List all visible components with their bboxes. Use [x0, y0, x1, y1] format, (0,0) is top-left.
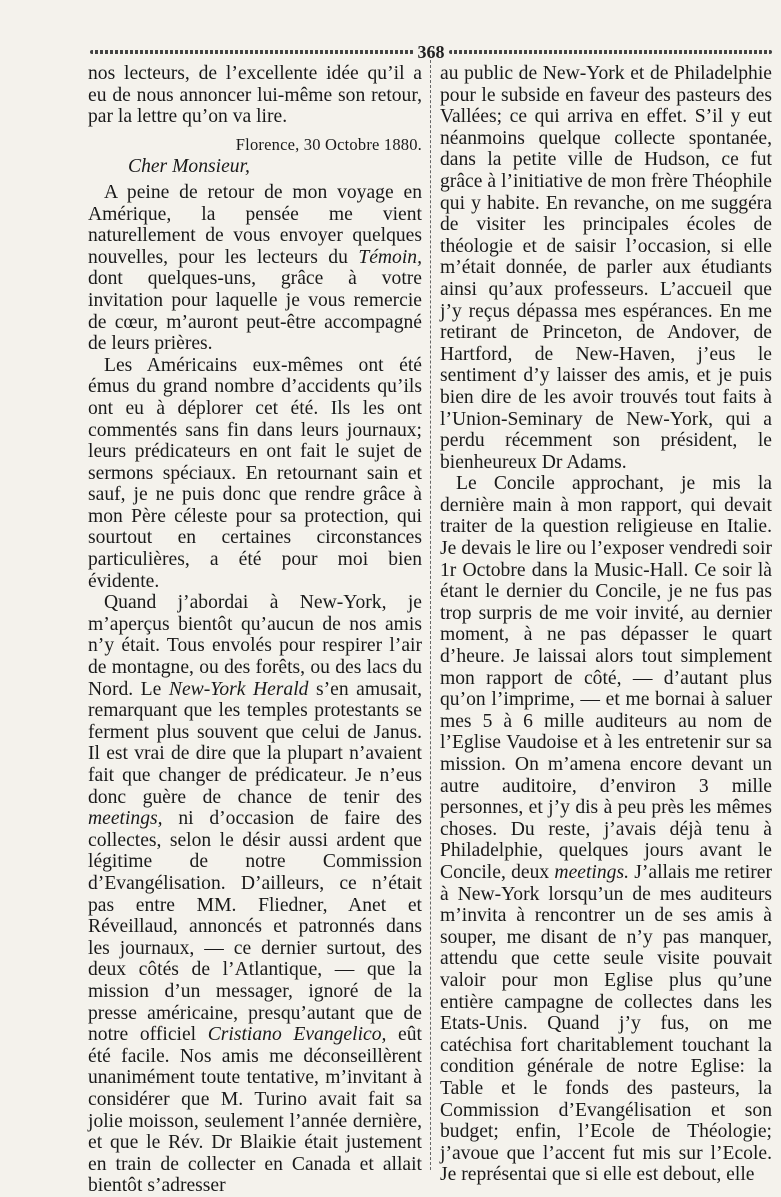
header-rule-left	[90, 50, 414, 54]
paragraph-3-c: ni d’occasion de faire des collectes, selon le désir aussi ardent que légitime de notre Commission d’Evangélisation. D’ailleurs, ce n’était pas entre MM. Fliedner, Anet et Réveillaud, annoncés et patronnés dans les journaux, — ce dernier surtout, des deux côtés de l’Atlantique, — que la mission d’un messager, ignoré de la presse américaine, presqu’autant que de notre officiel	[88, 808, 422, 1046]
paragraph-5-b: J’allais me retirer à New-York lorsqu’un de mes auditeurs m’invita à rencontrer un de ses amis à souper, me disant de n’y pas manquer, attendu que cette seule visite pouvait valoir pour mon Eglise plus qu’une entière campagne de collectes dans les Etats-Unis. Quand j’y fus, on me catéchisa fort charitablement touchant la condition générale de notre Eglise: la Table et le fonds des pasteurs, la Commission d’Evangélisation et son budget; enfin, l’Ecole de Théologie; j’avoue que l’accent fut mis sur l’Ecole. Je représentai que si elle est debout, elle	[440, 861, 772, 1186]
paragraph-5-a: Le Concile approchant, je mis la dernière main à mon rapport, qui devait traiter de la question religieuse en Italie. Je devais le lire ou l’exposer vendredi soir 1r Octobre dans la Music-Hall. Ce soir là étant le dernier du Concile, je ne fus pas trop surpris de me voir invité, au dernier moment, à ne pas dépasser le quart d’heure. Je laissai alors tout simplement mon rapport de côté, — d’autant plus qu’on l’imprime, — et me bornai à saluer mes 5 à 6 mille auditeurs au nom de l’Eglise Vaudoise et à les entretenir sur sa mission. On m’amena encore devant un autre auditoire, d’environ 3 mille personnes, et j’y dis à peu près les mêmes choses. Du reste, j’avais déjà tenu à Philadelphie, quelques jours avant le Concile, deux	[440, 473, 772, 883]
cristiano-title: Cristiano Evangelico,	[207, 1024, 387, 1046]
paragraph-3	[88, 592, 422, 1197]
paragraph-4: au public de New-York et de Philadelphie pour le subside en faveur des pasteurs des Vallées; ce qui arriva en effet. S’il y eut néanmoins quelque collecte spontanée, dans la petite ville de Hudson, ce fut grâce à l’initiative de mon frère Théophile qui y habite. En revanche, on me suggéra de visiter les principales écoles de théologie et de saisir l’occasion, si elle m’était donnée, de parler aux étudiants ainsi qu’aux professeurs. L’accueil que j’y reçus dépassa mes espérances. En me retirant de Princeton, de Andover, de Hartford, de New-Haven, j’eus le sentiment d’y laisser des amis, et je puis bien dire de les avoir trouvés tout faits à l’Union-Seminary de New-York, qui a perdu récemment son président, le bienheureux Dr Adams.	[440, 63, 772, 473]
right-column	[440, 63, 772, 1186]
left-column	[88, 63, 422, 1197]
paragraph-5	[440, 473, 772, 1186]
paragraph-1	[88, 182, 422, 355]
header-rule-right	[449, 50, 773, 54]
letter-dateline: Florence, 30 Octobre 1880.	[235, 134, 422, 154]
herald-title: New-York Herald	[168, 678, 309, 700]
paragraph-3-a: Quand j’abordai à New-York, je m’aperçus bientôt qu’aucun de nos amis n’y était. Tous envolés pour respirer l’air de montagne, ou des forêts, ou des lacs du Nord. Le	[88, 592, 422, 700]
paragraph-3-d: eût été facile. Nos amis me déconseillèrent unanimément toute tentative, m’invitant à considérer que M. Turino avait fait sa jolie moisson, seulement l’année dernière, et que le Rév. Dr Blaikie était justement en train de collecter en Canada et allait bientôt s’adresser	[88, 1024, 422, 1197]
page-number: 368	[417, 42, 445, 62]
paragraph-3-b: s’en amusait, remarquant que les temples protestants se ferment plus souvent que celui de Janus. Il est vrai de dire que la plupart n’avaient fait que changer de prédicateur. Je n’eus donc guère de chance de tenir des	[88, 678, 422, 808]
continuation-paragraph: nos lecteurs, de l’excellente idée qu’il a eu de nous annoncer lui-même son retour, par la lettre qu’on va lire.	[88, 63, 422, 128]
letter-salutation: Cher Monsieur,	[128, 156, 250, 178]
paragraph-2: Les Américains eux-mêmes ont été émus du grand nombre d’accidents qu’ils ont eu à déplorer cet été. Ils les ont commentés sans fin dans leurs journaux; leurs prédicateurs en ont fait le sujet de sermons spéciaux. En retournant sain et sauf, je ne puis donc que rendre grâce à mon Père céleste pour sa protection, qui sourtout en certaines circonstances particulières, a été pour moi bien évidente.	[88, 354, 422, 592]
page-header	[90, 42, 772, 62]
meetings-word: meetings,	[88, 808, 163, 830]
paragraph-1-a: A peine de retour de mon voyage en Amérique, la pensée me vient naturellement de vous envoyer quelques nouvelles, pour les lecteurs du	[88, 181, 422, 268]
temoin-title: Témoin,	[358, 246, 422, 268]
column-divider	[430, 60, 431, 1170]
paragraph-1-b: dont quelques-uns, grâce à votre invitation pour laquelle je vous remercie de cœur, m’auront peut-être accompagné de leurs prières.	[88, 268, 422, 355]
meetings-word-2: meetings.	[554, 861, 629, 883]
